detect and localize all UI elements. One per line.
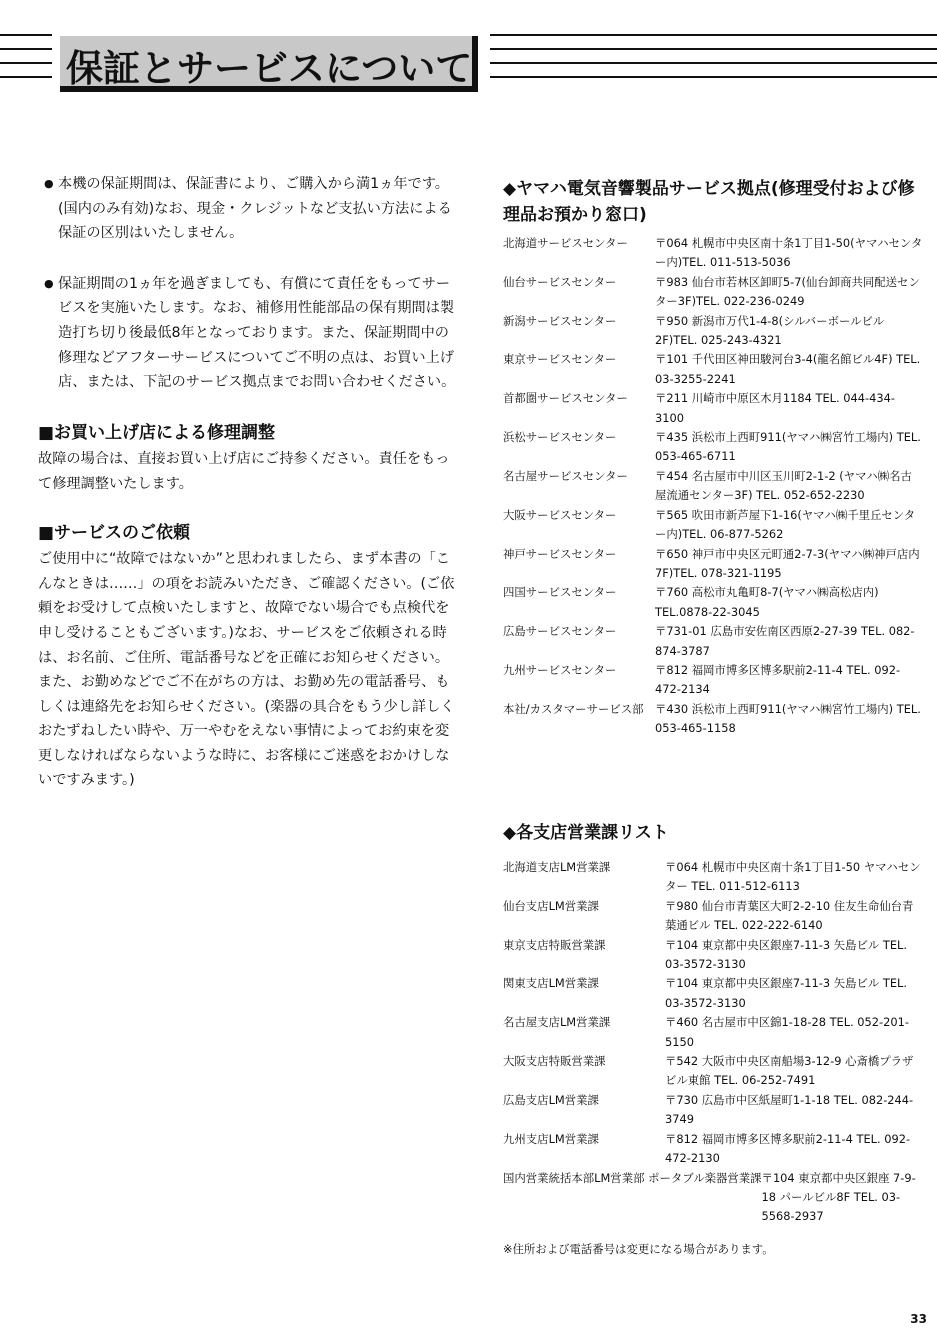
list-item — [503, 312, 923, 351]
location-name: 大阪サービスセンター — [503, 507, 617, 522]
location-address: 〒542 大阪市中央区南船場3-12-9 心斎橋プラザビル東館 TEL. 06-252-7491 — [665, 1054, 914, 1088]
list-item — [503, 1013, 923, 1052]
list-item — [503, 1130, 923, 1169]
rule-left-1 — [0, 34, 52, 36]
location-name: 浜松サービスセンター — [503, 430, 617, 445]
location-name: 大阪支店特販営業課 — [503, 1054, 606, 1069]
list-item — [503, 1052, 923, 1091]
location-address: 〒650 神戸市中央区元町通2-7-3(ヤマハ㈱神戸店内7F)TEL. 078-321-1195 — [655, 546, 920, 580]
service-list — [503, 234, 923, 739]
rule-right-2 — [490, 48, 937, 50]
location-address: 〒104 東京都中央区銀座7-11-3 矢島ビル TEL. 03-3572-3130 — [665, 976, 908, 1010]
list-item — [503, 389, 923, 428]
location-name: 広島サービスセンター — [503, 624, 617, 639]
location-name: 新潟サービスセンター — [503, 313, 617, 328]
location-address: 〒430 浜松市上西町911(ヤマハ㈱宮竹工場内) TEL. 053-465-1158 — [655, 701, 921, 736]
list-item — [503, 350, 923, 389]
rule-right-3 — [490, 62, 937, 64]
rule-left-2 — [0, 48, 52, 50]
list-item — [503, 467, 923, 506]
location-name: 本社/カスタマーサービス部 — [503, 701, 644, 716]
location-address: 〒760 高松市丸亀町8-7(ヤマハ㈱高松店内) TEL.0878-22-3045 — [655, 585, 879, 619]
list-item — [503, 858, 923, 897]
list-item — [503, 428, 923, 467]
list-item — [503, 936, 923, 975]
location-address: 〒812 福岡市博多区博多駅前2-11-4 TEL. 092-472-2134 — [655, 662, 901, 697]
location-name: 関東支店LM営業課 — [503, 976, 599, 991]
bullet-dot-icon: ● — [44, 276, 54, 290]
service-section — [503, 176, 923, 739]
location-name: 名古屋支店LM営業課 — [503, 1015, 611, 1030]
location-address: 〒211 川崎市中原区木月1184 TEL. 044-434-3100 — [655, 391, 895, 425]
list-item — [503, 974, 923, 1013]
location-address: 〒812 福岡市博多区博多駅前2-11-4 TEL. 092-472-2130 — [665, 1131, 911, 1166]
location-name: 北海道支店LM営業課 — [503, 860, 611, 874]
list-item — [503, 661, 923, 700]
location-address: 〒460 名古屋市中区錦1-18-28 TEL. 052-201-5150 — [665, 1015, 910, 1049]
list-item — [503, 622, 923, 661]
list-item — [503, 897, 923, 936]
list-item — [503, 700, 923, 739]
location-address: 〒731-01 広島市安佐南区西原2-27-39 TEL. 082-874-3787 — [655, 624, 915, 658]
location-name: 広島支店LM営業課 — [503, 1092, 599, 1107]
location-name: 国内営業統括本部LM営業部 ポータブル楽器営業課 — [503, 1170, 762, 1185]
location-address: 〒104 東京都中央区銀座7-11-3 矢島ビル TEL. 03-3572-3130 — [665, 937, 908, 972]
location-name: 東京サービスセンター — [503, 352, 617, 367]
branch-list — [503, 858, 923, 1227]
list-item — [503, 545, 923, 584]
service-heading: ◆ヤマハ電気音響製品サービス拠点(修理受付および修理品お預かり窓口) — [503, 179, 915, 225]
location-address: 〒980 仙台市青葉区大町2-2-10 住友生命仙台青葉通ビル TEL. 022-222-6140 — [665, 898, 914, 933]
rule-left-3 — [0, 62, 52, 64]
left-column — [38, 172, 463, 817]
rule-right-1 — [490, 34, 937, 36]
location-address: 〒983 仙台市若林区卸町5-7(仙台卸商共同配送センター3F)TEL. 022-236-0249 — [655, 274, 920, 309]
branches-section — [503, 820, 923, 1257]
location-address: 〒950 新潟市万代1-4-8(シルバーボールビル2F)TEL. 025-243-4321 — [655, 313, 885, 348]
rule-left-4 — [0, 76, 52, 78]
repair-text: 故障の場合は、直接お買い上げ店にご持参ください。責任をもって修理調整いたします。 — [38, 451, 450, 492]
page-number: 33 — [910, 1312, 927, 1326]
location-address: 〒730 広島市中区紙屋町1-1-18 TEL. 082-244-3749 — [665, 1092, 914, 1127]
location-name: 首都圏サービスセンター — [503, 391, 628, 406]
location-name: 東京支店特販営業課 — [503, 937, 606, 952]
location-name: 神戸サービスセンター — [503, 546, 617, 561]
request-heading: ■サービスのご依頼 — [38, 522, 191, 543]
location-address: 〒101 千代田区神田駿河台3-4(龍名館ビル4F) TEL. 03-3255-2241 — [655, 352, 921, 386]
list-item — [503, 583, 923, 622]
location-address: 〒064 札幌市中央区南十条1丁目1-50 ヤマハセンター TEL. 011-512-6113 — [665, 860, 921, 894]
warranty-text-1: 本機の保証期間は、保証書により、ご購入から満1ヵ年です。(国内のみ有効)なお、現金・クレジットなど支払い方法による保証の区別はいたしません。 — [58, 176, 452, 242]
note-text: ※住所および電話番号は変更になる場合があります。 — [503, 1241, 774, 1256]
location-address: 〒454 名古屋市中川区玉川町2-1-2 (ヤマハ㈱名古屋流通センター3F) TEL. 052-652-2230 — [655, 468, 912, 503]
warranty-bullet-1 — [38, 172, 463, 246]
location-address: 〒565 吹田市新芦屋下1-16(ヤマハ㈱千里丘センター内)TEL. 06-877-5262 — [655, 507, 916, 542]
rule-right-4 — [490, 76, 937, 78]
location-address: 〒104 東京都中央区銀座 7-9-18 パールビル8F TEL. 03-5568-2937 — [761, 1170, 916, 1224]
warranty-text-2: 保証期間の1ヵ年を過ぎましても、有償にて責任をもってサービスを実施いたします。なお、補修用性能部品の保有期間は製造打ち切り後最低8年となっております。また、保証期間中の修理などアフターサービスについてご不明の点は、お買い上げ店、または、下記のサービス拠点までお問い合わせください。 — [58, 275, 456, 391]
page-title: 保証とサービスについて — [66, 47, 473, 90]
list-item — [503, 506, 923, 545]
location-name: 仙台サービスセンター — [503, 274, 617, 289]
bullet-dot-icon: ● — [44, 177, 54, 190]
list-item — [503, 273, 923, 312]
location-address: 〒064 札幌市中央区南十条1丁目1-50(ヤマハセンター内)TEL. 011-513-5036 — [655, 236, 923, 270]
location-name: 仙台支店LM営業課 — [503, 898, 599, 913]
branches-heading: ◆各支店営業課リスト — [503, 823, 669, 843]
repair-heading: ■お買い上げ店による修理調整 — [38, 422, 276, 443]
title-banner — [0, 30, 937, 100]
location-name: 九州サービスセンター — [503, 662, 617, 677]
list-item — [503, 1091, 923, 1130]
request-text: ご使用中に“故障ではないか”と思われましたら、まず本書の「こんなときは……」の項をお読みいただき、ご確認ください。(ご依頼をお受けして点検いたしますと、故障でない場合でも点検代を申し受けることもございます。)なお、サービスをご依頼される時は、お名前、ご住所、電話番号などを正確にお知らせください。また、お勤めなどでご不在がちの方は、お勤め先の電話番号、もしくは連絡先をお知らせください。(楽器の具合をもう少し詳しくおたずねしたい時や、万一やむをえない事情によってお約束を変更しなければならないような時に、お客様にご迷惑をおかけしないですみます。) — [38, 551, 455, 789]
location-name: 名古屋サービスセンター — [503, 468, 628, 483]
warranty-bullet-2 — [38, 272, 463, 395]
list-item — [503, 234, 923, 273]
location-address: 〒435 浜松市上西町911(ヤマハ㈱宮竹工場内) TEL. 053-465-6711 — [655, 430, 921, 464]
location-name: 九州支店LM営業課 — [503, 1131, 599, 1146]
list-item — [503, 1169, 923, 1227]
location-name: 北海道サービスセンター — [503, 236, 628, 250]
location-name: 四国サービスセンター — [503, 585, 617, 600]
